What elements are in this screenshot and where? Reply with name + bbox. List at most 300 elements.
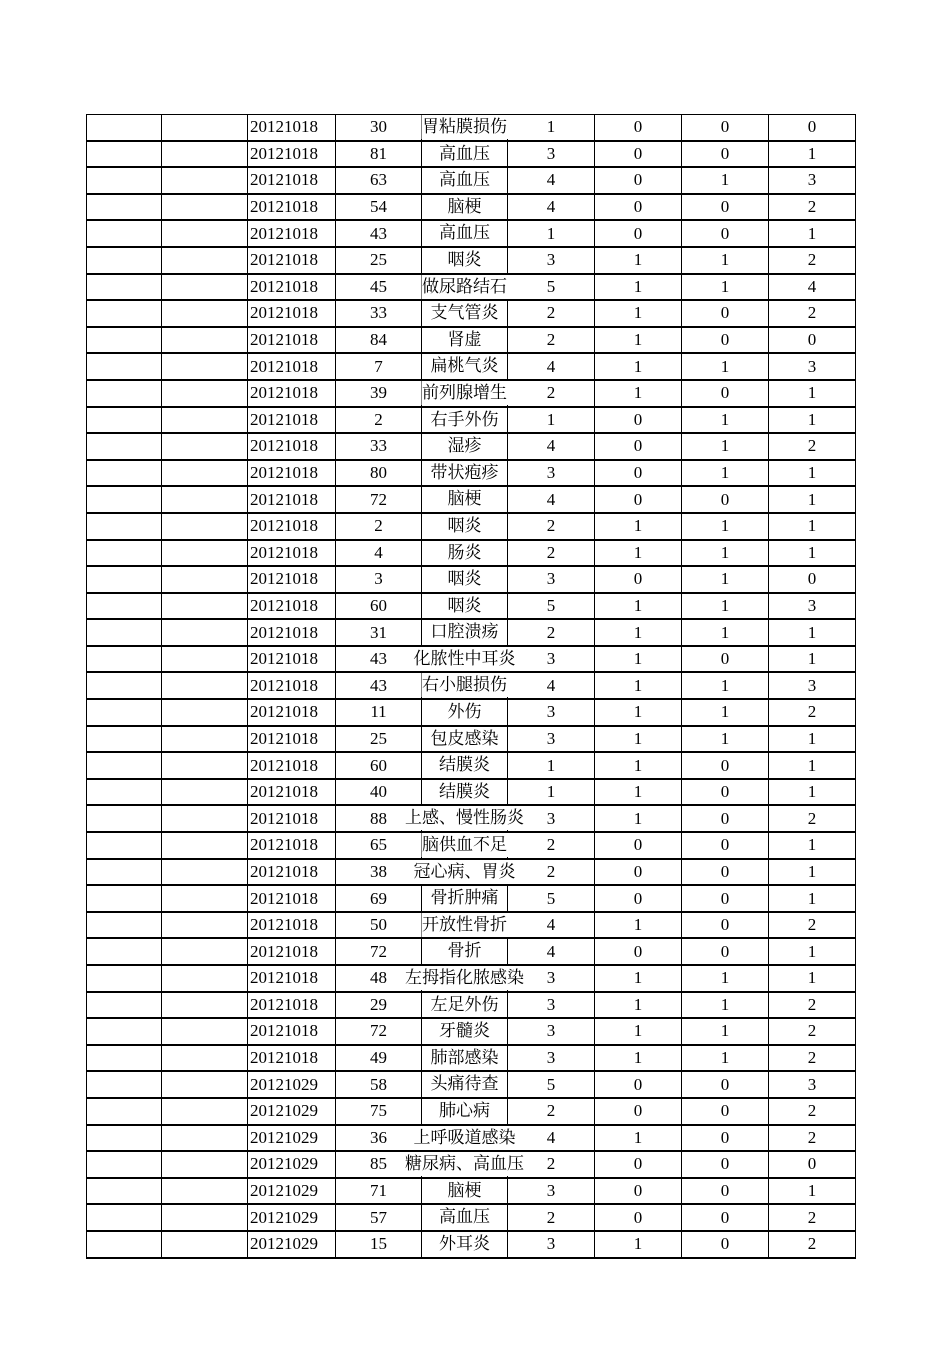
table-row: [87, 646, 856, 673]
empty-cell: [87, 353, 162, 380]
col-b-cell: 1: [595, 593, 682, 620]
col-d-cell: 1: [769, 885, 856, 912]
age-cell: 45: [336, 274, 422, 301]
diagnosis-cell: [422, 1231, 508, 1258]
age-cell: 71: [336, 1178, 422, 1205]
empty-cell: [162, 1151, 248, 1178]
empty-cell: [162, 300, 248, 327]
age-cell: 33: [336, 433, 422, 460]
col-d-cell: 2: [769, 912, 856, 939]
col-b-cell: 1: [595, 1125, 682, 1152]
diagnosis-text: 化脓性中耳炎: [413, 647, 517, 671]
table-row: [87, 353, 856, 380]
age-cell: 48: [336, 965, 422, 992]
empty-cell: [87, 832, 162, 859]
table-row: [87, 407, 856, 434]
table-row: [87, 115, 856, 141]
empty-cell: [87, 540, 162, 567]
col-d-cell: 1: [769, 832, 856, 859]
col-d-cell: 0: [769, 1151, 856, 1178]
age-cell: 33: [336, 300, 422, 327]
diagnosis-text: 咽炎: [447, 567, 483, 591]
diagnosis-cell: [422, 992, 508, 1019]
diagnosis-text: 右小腿损伤: [421, 673, 508, 697]
date-cell: 20121029: [248, 1231, 336, 1258]
date-cell: 20121018: [248, 1018, 336, 1045]
empty-cell: [162, 965, 248, 992]
col-b-cell: 0: [595, 832, 682, 859]
diagnosis-text: 结膜炎: [438, 780, 491, 804]
empty-cell: [162, 566, 248, 593]
col-a-cell: 4: [508, 486, 595, 513]
col-b-cell: 0: [595, 194, 682, 221]
col-c-cell: 0: [682, 1204, 769, 1231]
date-cell: 20121018: [248, 938, 336, 965]
diagnosis-text: 左足外伤: [430, 993, 500, 1017]
diagnosis-text: 头痛待查: [430, 1072, 500, 1096]
col-c-cell: 1: [682, 566, 769, 593]
col-c-cell: 0: [682, 380, 769, 407]
col-c-cell: 0: [682, 300, 769, 327]
diagnosis-text: 脑供血不足: [421, 833, 508, 857]
table-row: [87, 1204, 856, 1231]
empty-cell: [162, 274, 248, 301]
date-cell: 20121018: [248, 327, 336, 354]
age-cell: 49: [336, 1045, 422, 1072]
col-c-cell: 0: [682, 194, 769, 221]
age-cell: 54: [336, 194, 422, 221]
date-cell: 20121018: [248, 486, 336, 513]
date-cell: 20121018: [248, 885, 336, 912]
col-d-cell: 2: [769, 1098, 856, 1125]
col-b-cell: 0: [595, 115, 682, 141]
table-row: [87, 965, 856, 992]
diagnosis-text: 胃粘膜损伤: [421, 115, 508, 139]
age-cell: 43: [336, 672, 422, 699]
age-cell: 72: [336, 1018, 422, 1045]
col-c-cell: 0: [682, 859, 769, 886]
empty-cell: [87, 752, 162, 779]
diagnosis-cell: [422, 327, 508, 354]
col-a-cell: 2: [508, 1204, 595, 1231]
table-row: [87, 247, 856, 274]
diagnosis-text: 扁桃气炎: [430, 354, 500, 378]
table-row: [87, 672, 856, 699]
date-cell: 20121018: [248, 407, 336, 434]
age-cell: 60: [336, 593, 422, 620]
table-row: [87, 1045, 856, 1072]
empty-cell: [87, 646, 162, 673]
table-row: [87, 460, 856, 487]
col-d-cell: 2: [769, 1045, 856, 1072]
col-a-cell: 1: [508, 407, 595, 434]
col-a-cell: 4: [508, 353, 595, 380]
col-d-cell: 1: [769, 1178, 856, 1205]
col-a-cell: 1: [508, 752, 595, 779]
col-c-cell: 0: [682, 938, 769, 965]
diagnosis-text: 开放性骨折: [421, 913, 508, 937]
diagnosis-text: 脑梗: [447, 487, 483, 511]
empty-cell: [162, 407, 248, 434]
age-cell: 57: [336, 1204, 422, 1231]
age-cell: 39: [336, 380, 422, 407]
age-cell: 81: [336, 141, 422, 168]
empty-cell: [87, 115, 162, 141]
col-a-cell: 5: [508, 274, 595, 301]
col-c-cell: 0: [682, 486, 769, 513]
empty-cell: [87, 1125, 162, 1152]
col-d-cell: 1: [769, 646, 856, 673]
col-c-cell: 1: [682, 247, 769, 274]
col-a-cell: 3: [508, 1178, 595, 1205]
table-row: [87, 220, 856, 247]
col-d-cell: 0: [769, 115, 856, 141]
age-cell: 72: [336, 938, 422, 965]
age-cell: 84: [336, 327, 422, 354]
age-cell: 58: [336, 1071, 422, 1098]
age-cell: 25: [336, 247, 422, 274]
empty-cell: [87, 486, 162, 513]
col-c-cell: 1: [682, 1018, 769, 1045]
empty-cell: [162, 1178, 248, 1205]
spreadsheet-table: [86, 114, 856, 1259]
diagnosis-cell: [422, 486, 508, 513]
col-a-cell: 4: [508, 433, 595, 460]
col-b-cell: 1: [595, 752, 682, 779]
diagnosis-text: 肾虚: [447, 328, 483, 352]
diagnosis-text: 支气管炎: [430, 301, 500, 325]
empty-cell: [87, 593, 162, 620]
col-b-cell: 1: [595, 965, 682, 992]
col-d-cell: 1: [769, 752, 856, 779]
col-b-cell: 0: [595, 938, 682, 965]
diagnosis-cell: [422, 1178, 508, 1205]
diagnosis-cell: [422, 566, 508, 593]
col-b-cell: 1: [595, 380, 682, 407]
diagnosis-cell: [422, 672, 508, 699]
diagnosis-cell: [422, 938, 508, 965]
age-cell: 15: [336, 1231, 422, 1258]
col-d-cell: 1: [769, 460, 856, 487]
table-row: [87, 1018, 856, 1045]
empty-cell: [162, 1018, 248, 1045]
empty-cell: [87, 672, 162, 699]
empty-cell: [162, 115, 248, 141]
col-c-cell: 0: [682, 115, 769, 141]
empty-cell: [87, 1231, 162, 1258]
empty-cell: [162, 380, 248, 407]
age-cell: 2: [336, 513, 422, 540]
col-d-cell: 2: [769, 194, 856, 221]
diagnosis-text: 高血压: [438, 221, 491, 245]
diagnosis-text: 湿疹: [447, 434, 483, 458]
col-a-cell: 5: [508, 1071, 595, 1098]
col-c-cell: 1: [682, 726, 769, 753]
empty-cell: [87, 460, 162, 487]
col-c-cell: 0: [682, 1178, 769, 1205]
date-cell: 20121018: [248, 247, 336, 274]
age-cell: 31: [336, 619, 422, 646]
empty-cell: [87, 300, 162, 327]
diagnosis-text: 口腔溃疡: [430, 620, 500, 644]
diagnosis-cell: [422, 726, 508, 753]
col-a-cell: 2: [508, 619, 595, 646]
age-cell: 30: [336, 115, 422, 141]
empty-cell: [162, 460, 248, 487]
col-a-cell: 1: [508, 115, 595, 141]
col-b-cell: 0: [595, 220, 682, 247]
age-cell: 80: [336, 460, 422, 487]
table-row: [87, 1125, 856, 1152]
col-b-cell: 1: [595, 1045, 682, 1072]
age-cell: 3: [336, 566, 422, 593]
col-d-cell: 0: [769, 566, 856, 593]
empty-cell: [87, 380, 162, 407]
col-a-cell: 3: [508, 566, 595, 593]
diagnosis-cell: [413, 859, 516, 886]
diagnosis-text: 右手外伤: [430, 408, 500, 432]
date-cell: 20121018: [248, 194, 336, 221]
age-cell: 65: [336, 832, 422, 859]
col-c-cell: 0: [682, 1231, 769, 1258]
col-a-cell: 3: [508, 1231, 595, 1258]
empty-cell: [87, 805, 162, 832]
table-row: [87, 912, 856, 939]
diagnosis-cell: [422, 407, 508, 434]
col-c-cell: 1: [682, 1045, 769, 1072]
date-cell: 20121018: [248, 646, 336, 673]
empty-cell: [162, 327, 248, 354]
empty-cell: [162, 1045, 248, 1072]
col-c-cell: 0: [682, 327, 769, 354]
empty-cell: [87, 699, 162, 726]
empty-cell: [162, 167, 248, 194]
col-c-cell: 1: [682, 407, 769, 434]
table-row: [87, 1071, 856, 1098]
diagnosis-cell: [422, 912, 508, 939]
empty-cell: [87, 141, 162, 168]
col-a-cell: 2: [508, 1098, 595, 1125]
diagnosis-cell: [422, 115, 508, 141]
diagnosis-cell: [422, 220, 508, 247]
col-b-cell: 0: [595, 167, 682, 194]
diagnosis-cell: [413, 646, 516, 673]
diagnosis-text: 带状疱疹: [430, 461, 500, 485]
table-row: [87, 805, 856, 832]
col-b-cell: 0: [595, 486, 682, 513]
empty-cell: [162, 938, 248, 965]
col-b-cell: 0: [595, 1151, 682, 1178]
col-a-cell: 4: [508, 194, 595, 221]
age-cell: 29: [336, 992, 422, 1019]
age-cell: 4: [336, 540, 422, 567]
table-row: [87, 726, 856, 753]
col-c-cell: 1: [682, 513, 769, 540]
table-row: [87, 1178, 856, 1205]
diagnosis-cell: [422, 380, 508, 407]
col-c-cell: 1: [682, 540, 769, 567]
age-cell: 2: [336, 407, 422, 434]
col-c-cell: 0: [682, 912, 769, 939]
table-row: [87, 540, 856, 567]
date-cell: 20121018: [248, 220, 336, 247]
diagnosis-cell: [422, 593, 508, 620]
date-cell: 20121018: [248, 619, 336, 646]
table-row: [87, 167, 856, 194]
date-cell: 20121029: [248, 1204, 336, 1231]
diagnosis-text: 咽炎: [447, 248, 483, 272]
table-row: [87, 486, 856, 513]
col-b-cell: 1: [595, 1231, 682, 1258]
col-b-cell: 0: [595, 1071, 682, 1098]
table-row: [87, 513, 856, 540]
empty-cell: [162, 752, 248, 779]
col-c-cell: 1: [682, 992, 769, 1019]
col-d-cell: 1: [769, 220, 856, 247]
age-cell: 43: [336, 220, 422, 247]
col-c-cell: 0: [682, 752, 769, 779]
diagnosis-cell: [422, 433, 508, 460]
diagnosis-text: 咽炎: [447, 514, 483, 538]
col-d-cell: 2: [769, 1204, 856, 1231]
col-d-cell: 2: [769, 1018, 856, 1045]
col-d-cell: 2: [769, 247, 856, 274]
col-b-cell: 1: [595, 726, 682, 753]
col-a-cell: 4: [508, 1125, 595, 1152]
diagnosis-cell: [422, 167, 508, 194]
diagnosis-text: 肺心病: [438, 1099, 491, 1123]
col-b-cell: 0: [595, 433, 682, 460]
date-cell: 20121018: [248, 832, 336, 859]
col-d-cell: 1: [769, 486, 856, 513]
empty-cell: [162, 540, 248, 567]
date-cell: 20121029: [248, 1151, 336, 1178]
col-d-cell: 1: [769, 619, 856, 646]
col-d-cell: 2: [769, 1231, 856, 1258]
empty-cell: [162, 992, 248, 1019]
empty-cell: [87, 1045, 162, 1072]
empty-cell: [87, 247, 162, 274]
date-cell: 20121018: [248, 992, 336, 1019]
col-c-cell: 1: [682, 672, 769, 699]
date-cell: 20121018: [248, 593, 336, 620]
empty-cell: [162, 1125, 248, 1152]
diagnosis-text: 外伤: [447, 700, 483, 724]
col-d-cell: 2: [769, 805, 856, 832]
empty-cell: [87, 194, 162, 221]
date-cell: 20121018: [248, 300, 336, 327]
date-cell: 20121018: [248, 167, 336, 194]
col-d-cell: 1: [769, 407, 856, 434]
empty-cell: [162, 486, 248, 513]
empty-cell: [87, 619, 162, 646]
diagnosis-cell: [422, 300, 508, 327]
empty-cell: [162, 1071, 248, 1098]
diagnosis-text: 骨折: [447, 939, 483, 963]
col-a-cell: 3: [508, 965, 595, 992]
age-cell: 69: [336, 885, 422, 912]
col-c-cell: 0: [682, 805, 769, 832]
col-b-cell: 0: [595, 141, 682, 168]
col-d-cell: 3: [769, 593, 856, 620]
col-b-cell: 0: [595, 885, 682, 912]
table-row: [87, 194, 856, 221]
col-b-cell: 0: [595, 566, 682, 593]
empty-cell: [162, 699, 248, 726]
col-c-cell: 1: [682, 965, 769, 992]
table-row: [87, 699, 856, 726]
col-b-cell: 1: [595, 513, 682, 540]
table-row: [87, 859, 856, 886]
table-row: [87, 779, 856, 806]
age-cell: 7: [336, 353, 422, 380]
col-c-cell: 0: [682, 832, 769, 859]
table-row: [87, 752, 856, 779]
age-cell: 36: [336, 1125, 422, 1152]
table-row: [87, 1098, 856, 1125]
empty-cell: [162, 805, 248, 832]
col-b-cell: 1: [595, 699, 682, 726]
table-row: [87, 1231, 856, 1258]
table-row: [87, 992, 856, 1019]
empty-cell: [87, 885, 162, 912]
diagnosis-text: 高血压: [438, 168, 491, 192]
col-d-cell: 1: [769, 380, 856, 407]
age-cell: 63: [336, 167, 422, 194]
empty-cell: [162, 646, 248, 673]
table-row: [87, 300, 856, 327]
diagnosis-cell: [422, 1204, 508, 1231]
col-a-cell: 2: [508, 327, 595, 354]
age-cell: 60: [336, 752, 422, 779]
empty-cell: [162, 832, 248, 859]
col-c-cell: 1: [682, 167, 769, 194]
age-cell: 43: [336, 646, 422, 673]
empty-cell: [162, 726, 248, 753]
col-d-cell: 1: [769, 141, 856, 168]
col-c-cell: 0: [682, 779, 769, 806]
diagnosis-text: 高血压: [438, 1205, 491, 1229]
empty-cell: [162, 885, 248, 912]
col-b-cell: 1: [595, 912, 682, 939]
age-cell: 75: [336, 1098, 422, 1125]
diagnosis-text: 上感、慢性肠炎: [404, 806, 525, 830]
diagnosis-text: 脑梗: [447, 1179, 483, 1203]
col-a-cell: 1: [508, 779, 595, 806]
diagnosis-text: 脑梗: [447, 195, 483, 219]
col-d-cell: 1: [769, 513, 856, 540]
empty-cell: [87, 167, 162, 194]
table-row: [87, 141, 856, 168]
empty-cell: [87, 433, 162, 460]
col-a-cell: 1: [508, 220, 595, 247]
diagnosis-cell: [422, 1045, 508, 1072]
empty-cell: [87, 726, 162, 753]
empty-cell: [162, 194, 248, 221]
col-c-cell: 0: [682, 1151, 769, 1178]
col-c-cell: 0: [682, 1098, 769, 1125]
col-d-cell: 2: [769, 1125, 856, 1152]
diagnosis-text: 糖尿病、高血压: [404, 1152, 525, 1176]
col-d-cell: 4: [769, 274, 856, 301]
diagnosis-cell: [422, 1071, 508, 1098]
col-a-cell: 3: [508, 460, 595, 487]
col-a-cell: 3: [508, 646, 595, 673]
diagnosis-text: 高血压: [438, 142, 491, 166]
diagnosis-text: 骨折肿痛: [430, 886, 500, 910]
date-cell: 20121018: [248, 1045, 336, 1072]
col-c-cell: 1: [682, 619, 769, 646]
